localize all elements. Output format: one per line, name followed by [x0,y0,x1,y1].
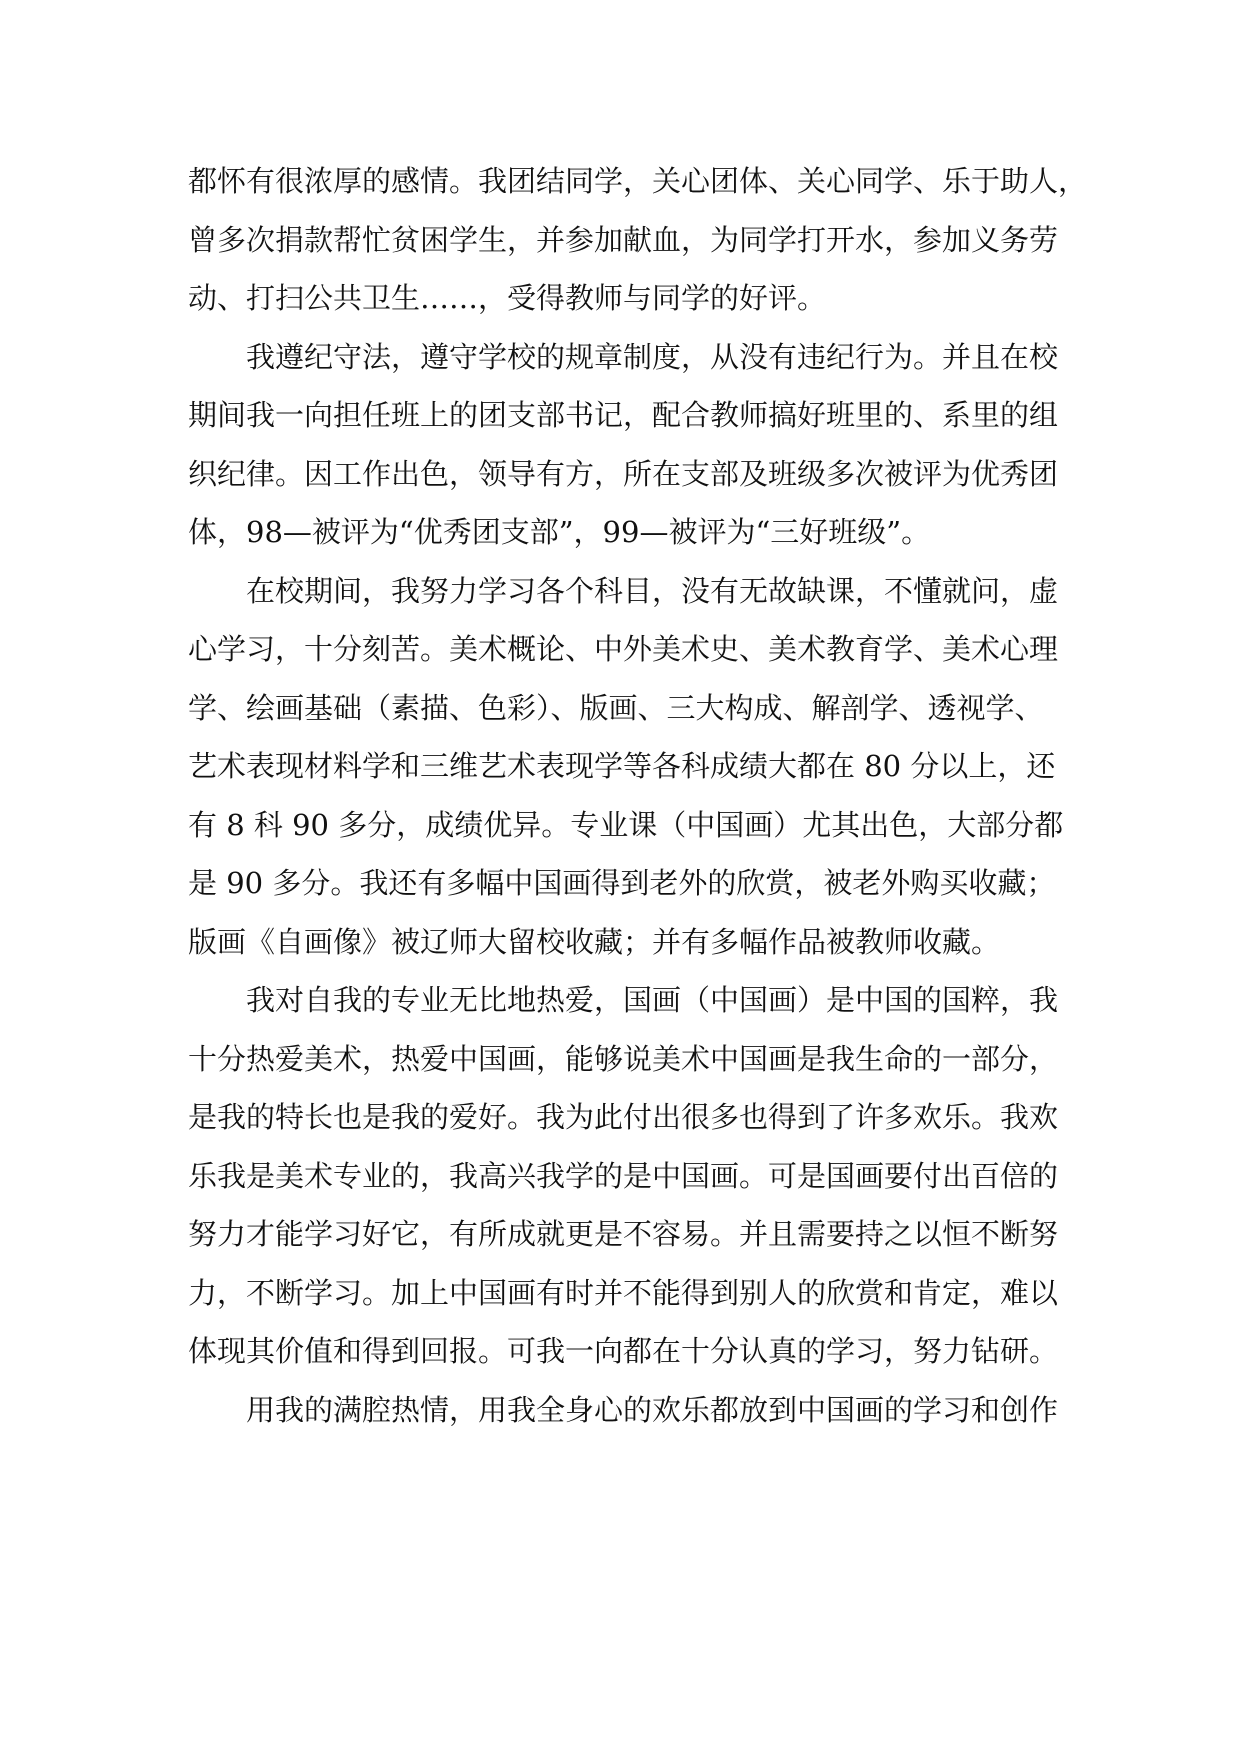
text-line: 力，不断学习。加上中国画有时并不能得到别人的欣赏和肯定，难以 [188,1275,1059,1310]
text-line: 体现其价值和得到回报。可我一向都在十分认真的学习，努力钻研。 [188,1334,1059,1368]
text-line: 体，98—被评为“优秀团支部”，99—被评为“三好班级”。 [188,515,931,549]
text-line: 十分热爱美术，热爱中国画，能够说美术中国画是我生命的一部分， [188,1041,1059,1076]
paragraph-start-line: 用我的满腔热情，用我全身心的欢乐都放到中国画的学习和创作 [246,1392,1059,1427]
text-line: 乐我是美术专业的，我高兴我学的是中国画。可是国画要付出百倍的 [188,1158,1059,1193]
text-line: 努力才能学习好它，有所成就更是不容易。并且需要持之以恒不断努 [188,1217,1059,1251]
text-line: 动、打扫公共卫生……，受得教师与同学的好评。 [188,281,827,315]
text-line: 都怀有很浓厚的感情。我团结同学，关心团体、关心同学、乐于助人， [188,164,1088,198]
text-line: 学、绘画基础（素描、色彩）、版画、三大构成、解剖学、透视学、 [188,690,1044,725]
text-line: 有 8 科 90 多分，成绩优异。专业课（中国画）尤其出色，大部分都 [188,807,1064,842]
body-text [188,152,1088,1439]
text-line: 曾多次捐款帮忙贫困学生，并参加献血，为同学打开水，参加义务劳 [188,222,1059,257]
paragraph-start-line: 我遵纪守法，遵守学校的规章制度，从没有违纪行为。并且在校 [246,339,1059,374]
text-line: 是我的特长也是我的爱好。我为此付出很多也得到了许多欢乐。我欢 [188,1100,1059,1134]
text-line: 艺术表现材料学和三维艺术表现学等各科成绩大都在 80 分以上，还 [188,749,1056,783]
text-line: 版画《自画像》被辽师大留校收藏；并有多幅作品被教师收藏。 [188,924,1001,959]
text-line: 是 90 多分。我还有多幅中国画得到老外的欣赏，被老外购买收藏； [188,866,1056,900]
paragraph-start-line: 在校期间，我努力学习各个科目，没有无故缺课，不懂就问，虚 [246,573,1059,608]
text-line: 织纪律。因工作出色，领导有方，所在支部及班级多次被评为优秀团 [188,456,1059,491]
paragraph-start-line: 我对自我的专业无比地热爱，国画（中国画）是中国的国粹，我 [246,983,1059,1017]
text-line: 心学习，十分刻苦。美术概论、中外美术史、美术教育学、美术心理 [188,632,1059,666]
text-line: 期间我一向担任班上的团支部书记，配合教师搞好班里的、系里的组 [188,398,1059,432]
